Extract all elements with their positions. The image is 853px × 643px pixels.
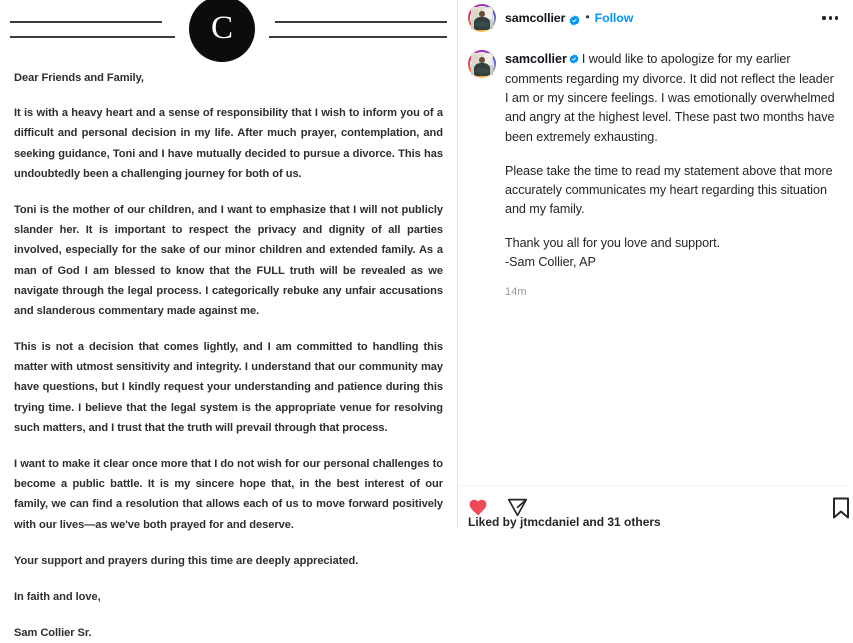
comment-avatar[interactable] xyxy=(468,50,496,78)
follow-button[interactable]: Follow xyxy=(594,11,634,25)
statement-paragraph-2: Toni is the mother of our children, and I want to emphasize that I will not publicly slander her. It is important to respect the privacy and dignity of all parties involved, especially for the sake of our minor children and extended family. As a man of God I am blessed to know that the FULL truth will be revealed as we navigate through the legal process. I categorically rebuke any unfair accusations and slanderous commentary made against me. xyxy=(14,203,443,317)
brand-logo-letter: C xyxy=(210,9,233,46)
comment-text-1: I would like to apologize for my earlier comments regarding my divorce. It did not reflect the leader I am or my sincere feelings. I was emotionally overwhelmed and angry at the highest level. These past two months have been extremely exhausting. xyxy=(505,52,835,144)
letterhead-rule-right xyxy=(269,21,447,38)
avatar-image xyxy=(470,52,494,76)
avatar-image xyxy=(470,6,494,30)
statement-paragraph-5: Your support and prayers during this time are deeply appreciated. xyxy=(14,554,359,567)
comment-body xyxy=(505,50,840,298)
verified-badge-icon xyxy=(569,13,580,24)
header-separator: • xyxy=(585,10,590,24)
likes-summary xyxy=(468,515,718,529)
comment-text-4: -Sam Collier, AP xyxy=(505,255,596,270)
document-letterhead xyxy=(14,0,443,58)
comment-username[interactable]: samcollier xyxy=(505,52,567,66)
instagram-post-panel xyxy=(458,0,850,529)
verified-badge-icon xyxy=(569,51,579,70)
statement-signature: Sam Collier Sr. xyxy=(14,627,92,640)
brand-logo xyxy=(189,0,255,62)
bookmark-icon[interactable] xyxy=(829,496,853,520)
comment-text-2: Please take the time to read my statement above that more accurately communicates my heart regarding this situation and my family. xyxy=(505,163,833,216)
statement-paragraph-4: I want to make it clear once more that I do not wish for our personal challenges to become a public battle. It is my sincere hope that, in the best interest of our family, we can find a resolution that allows each of us to move forward positively with our lives—as we've both prayed for and deserve. xyxy=(14,458,443,531)
more-options-icon[interactable] xyxy=(822,16,842,19)
post-header xyxy=(458,0,850,36)
statement-salutation: Dear Friends and Family, xyxy=(14,72,144,84)
statement-paragraph-1: It is with a heavy heart and a sense of responsibility that I wish to inform you of a difficult and personal decision in my life. After much prayer, contemplation, and seeking guidance, Toni and I have mutually decided to pursue a divorce. This has undoubtedly been a challenging journey for both of us. xyxy=(14,107,443,180)
statement-paragraph-3: This is not a decision that comes lightly, and I am committed to handling this matter with utmost sensitivity and integrity. I understand that our community may have questions, but I kindly request your understanding and patience during this trying time. I believe that the legal system is the appropriate venue for resolving such matters, and I trust that the truth will prevail through that process. xyxy=(14,341,443,434)
comment-text-3: Thank you all for you love and support. xyxy=(505,236,721,251)
header-avatar[interactable] xyxy=(468,4,496,32)
likes-summary-text: Liked by jtmcdaniel and 31 others xyxy=(468,515,661,529)
header-username[interactable]: samcollier xyxy=(505,11,566,25)
comment-item xyxy=(468,50,840,298)
comment-first-paragraph xyxy=(505,50,840,147)
statement-closing: In faith and love, xyxy=(14,590,101,603)
letterhead-rule-left xyxy=(10,21,175,38)
comments-section xyxy=(458,36,850,485)
statement-body xyxy=(14,58,443,643)
comment-timestamp: 14m xyxy=(505,286,527,299)
